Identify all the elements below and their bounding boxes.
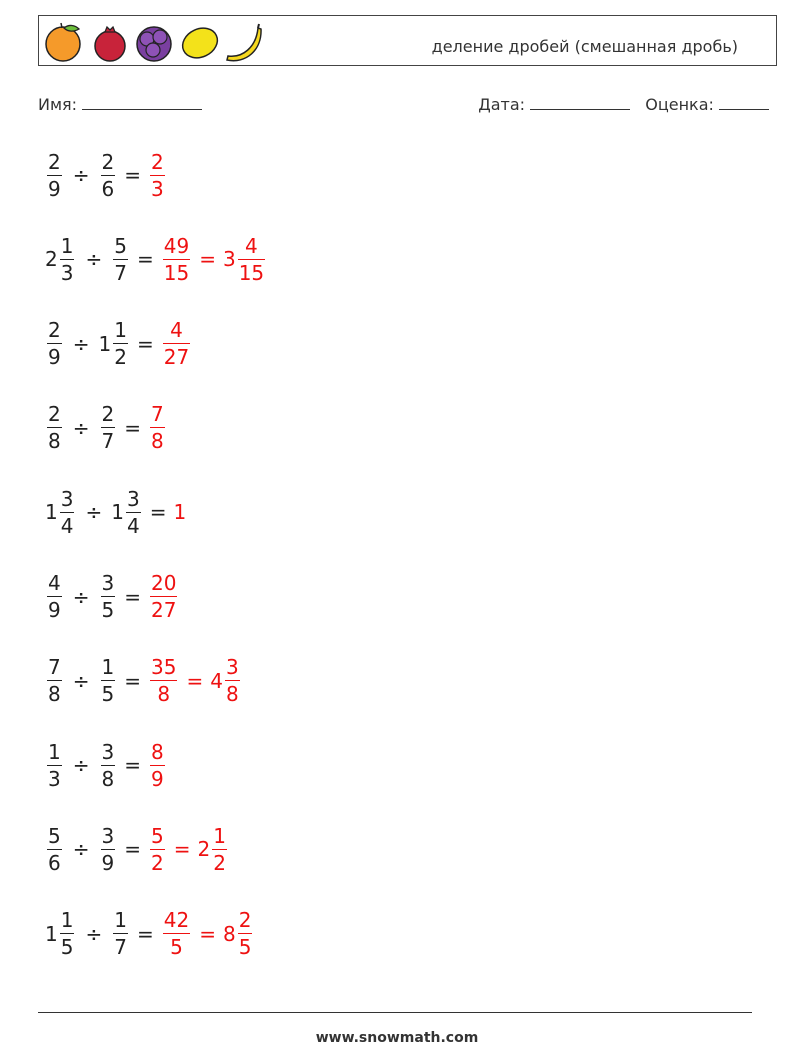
divisor-denominator: 5 [101, 682, 115, 707]
divisor-numerator: 3 [101, 823, 115, 848]
answer-improper-numerator: 20 [151, 571, 177, 595]
name-blank[interactable] [82, 95, 202, 110]
answer-improper-denominator: 27 [163, 345, 190, 370]
answer-improper-denominator: 2 [151, 850, 164, 875]
answer-improper-denominator: 27 [151, 598, 177, 622]
answer [148, 739, 167, 792]
answer-mixed-number [210, 654, 241, 707]
dividend-fraction [47, 149, 62, 202]
divisor-number [99, 401, 118, 454]
divisor-denominator: 7 [114, 260, 127, 285]
answer [148, 654, 242, 707]
answer-improper-fraction [163, 907, 190, 960]
equals-sign: = [124, 415, 141, 440]
answer-improper-number [173, 500, 186, 524]
answer-improper-number [148, 570, 179, 623]
answer-improper-denominator: 9 [151, 766, 164, 791]
answer [173, 500, 186, 524]
banana-icon [222, 20, 266, 64]
answer-improper-numerator: 49 [163, 233, 190, 258]
answer-mixed-fraction [238, 907, 253, 960]
dividend-numerator: 2 [48, 402, 61, 427]
divisor-numerator: 1 [114, 318, 127, 343]
dividend-whole: 2 [45, 247, 58, 272]
dividend-numerator: 7 [48, 655, 61, 680]
answer-mixed-fraction [225, 654, 240, 707]
divide-sign: ÷ [85, 921, 103, 946]
divisor-denominator: 7 [101, 429, 115, 454]
worksheet-title: деление дробей (смешанная дробь) [431, 37, 738, 56]
divisor-numerator: 1 [114, 908, 127, 933]
answer-mixed-numerator: 1 [213, 823, 226, 848]
divide-sign: ÷ [85, 247, 103, 272]
divisor-numerator: 2 [101, 402, 115, 427]
answer-mixed-number [223, 233, 267, 286]
dividend-number [45, 739, 64, 792]
answer-improper-numerator: 2 [151, 149, 164, 174]
answer-mixed-numerator: 3 [225, 655, 239, 680]
answer-mixed-fraction [212, 823, 227, 876]
dividend-denominator: 8 [48, 682, 61, 707]
divide-sign: ÷ [72, 415, 90, 440]
answer-mixed-numerator: 4 [245, 233, 258, 258]
answer-improper-fraction [163, 233, 190, 286]
answer [148, 401, 167, 454]
divisor-fraction [113, 233, 128, 286]
answer-mixed-whole: 4 [210, 668, 223, 693]
divisor-number [99, 149, 118, 202]
equals-sign: = [124, 837, 141, 862]
dividend-number [45, 233, 76, 286]
answer-improper-numerator: 8 [151, 739, 164, 764]
orange-icon [42, 20, 86, 64]
problem-row [45, 904, 254, 964]
divisor-fraction [101, 570, 116, 623]
answer-improper-whole: 1 [173, 500, 187, 525]
answer [161, 233, 267, 286]
answer-improper-fraction [150, 570, 177, 623]
answer-mixed-denominator: 8 [225, 682, 239, 707]
answer-mixed-denominator: 5 [238, 935, 252, 960]
dividend-numerator: 3 [60, 486, 74, 511]
divisor-denominator: 2 [114, 345, 127, 370]
answer-improper-denominator: 5 [170, 935, 183, 960]
answer-improper-fraction [150, 149, 165, 202]
divisor-number [99, 570, 118, 623]
name-field [38, 95, 202, 114]
divisor-fraction [113, 907, 128, 960]
equals-sign: = [136, 331, 154, 356]
name-label: Имя: [38, 95, 78, 114]
answer-mixed-whole: 8 [222, 921, 236, 946]
date-blank[interactable] [530, 95, 630, 110]
answer-improper-fraction [150, 823, 165, 876]
dividend-number [45, 317, 64, 370]
equals-sign: = [124, 163, 141, 187]
answer-equals-sign: = [186, 668, 204, 693]
answer [148, 570, 179, 623]
answer-mixed-whole: 2 [197, 837, 211, 862]
divisor-fraction [101, 823, 116, 876]
date-label: Дата: [478, 95, 526, 114]
divide-sign: ÷ [72, 668, 90, 693]
dividend-numerator: 4 [48, 571, 61, 595]
answer [161, 317, 192, 370]
answer-improper-denominator: 3 [151, 176, 164, 201]
answer-improper-number [161, 233, 192, 286]
dividend-numerator: 5 [48, 823, 61, 848]
dividend-denominator: 5 [60, 935, 74, 960]
dividend-number [45, 907, 76, 960]
answer-improper-number [148, 823, 167, 876]
divisor-number [111, 486, 142, 539]
grade-blank[interactable] [719, 95, 769, 110]
dividend-fraction [47, 739, 62, 792]
divisor-denominator: 7 [114, 935, 127, 960]
divide-sign: ÷ [72, 331, 90, 356]
equals-sign: = [136, 247, 154, 272]
equals-sign: = [149, 500, 167, 525]
divisor-number [99, 739, 118, 792]
dividend-fraction [47, 317, 62, 370]
answer-mixed-number [198, 823, 229, 876]
answer-improper-fraction [150, 401, 165, 454]
dividend-denominator: 6 [48, 850, 61, 875]
dividend-number [45, 823, 64, 876]
dividend-numerator: 1 [48, 739, 61, 764]
divisor-denominator: 6 [101, 176, 115, 201]
worksheet-header [38, 15, 777, 66]
divisor-numerator: 1 [101, 655, 115, 680]
answer-improper-number [161, 907, 192, 960]
dividend-denominator: 9 [48, 176, 61, 201]
answer-equals-sign: = [199, 921, 216, 946]
equals-sign: = [124, 668, 141, 693]
divisor-fraction [101, 401, 116, 454]
divisor-number [111, 907, 130, 960]
dividend-fraction [47, 570, 62, 623]
date-grade-fields [478, 95, 769, 114]
answer-improper-fraction [150, 654, 177, 707]
dividend-numerator: 1 [60, 233, 74, 258]
dividend-number [45, 570, 64, 623]
dividend-numerator: 2 [48, 318, 61, 343]
dividend-denominator: 3 [60, 260, 74, 285]
divisor-fraction [101, 739, 116, 792]
answer-mixed-denominator: 2 [213, 850, 226, 875]
divisor-denominator: 8 [101, 766, 115, 791]
problem-row [45, 735, 167, 795]
dividend-fraction [60, 486, 75, 539]
dividend-whole: 1 [45, 921, 58, 946]
dividend-number [45, 401, 64, 454]
footer-divider [38, 1012, 752, 1013]
divide-sign: ÷ [85, 500, 103, 525]
dividend-numerator: 1 [60, 908, 74, 933]
divide-sign: ÷ [72, 584, 90, 609]
lemon-icon [178, 20, 222, 64]
problem-row [45, 314, 192, 374]
footer-url: www.snowmath.com [315, 1030, 479, 1046]
answer-improper-numerator: 42 [163, 908, 190, 933]
divisor-whole: 1 [111, 500, 124, 525]
dividend-denominator: 3 [48, 766, 61, 791]
answer [148, 149, 167, 202]
dividend-number [45, 149, 64, 202]
answer-improper-numerator: 7 [151, 402, 164, 427]
divisor-whole: 1 [98, 331, 112, 356]
dividend-fraction [60, 233, 75, 286]
answer-improper-denominator: 8 [151, 429, 164, 454]
answer-improper-numerator: 5 [151, 823, 164, 848]
divisor-number [99, 317, 130, 370]
answer-improper-denominator: 15 [163, 260, 190, 285]
divisor-numerator: 3 [101, 739, 115, 764]
answer-improper-number [148, 739, 167, 792]
answer-improper-number [148, 401, 167, 454]
problem-row [45, 398, 167, 458]
divisor-numerator: 5 [114, 233, 127, 258]
dividend-denominator: 8 [48, 429, 61, 454]
divisor-fraction [126, 486, 141, 539]
divisor-fraction [113, 317, 128, 370]
answer-improper-fraction [163, 317, 190, 370]
answer-equals-sign: = [173, 837, 191, 862]
divisor-numerator: 3 [101, 571, 115, 595]
plum-icon [132, 20, 176, 64]
problem-row [45, 651, 242, 711]
divisor-denominator: 9 [101, 850, 115, 875]
dividend-number [45, 486, 76, 539]
answer-improper-numerator: 4 [170, 318, 183, 343]
dividend-fraction [47, 654, 62, 707]
divisor-number [99, 654, 118, 707]
answer [161, 907, 255, 960]
divisor-numerator: 3 [126, 486, 140, 511]
dividend-denominator: 9 [48, 345, 61, 370]
divisor-number [99, 823, 118, 876]
divisor-number [111, 233, 130, 286]
answer-mixed-denominator: 15 [238, 260, 265, 285]
problem-row [45, 229, 267, 289]
divide-sign: ÷ [72, 837, 90, 862]
equals-sign: = [136, 921, 154, 946]
answer-improper-number [161, 317, 192, 370]
answer-mixed-fraction [238, 233, 265, 286]
answer-improper-number [148, 654, 179, 707]
equals-sign: = [124, 584, 141, 609]
pomegranate-icon [88, 20, 132, 64]
dividend-denominator: 9 [48, 598, 61, 622]
dividend-fraction [47, 401, 62, 454]
divide-sign: ÷ [72, 753, 90, 778]
answer-improper-fraction [150, 739, 165, 792]
answer-improper-number [148, 149, 167, 202]
problem-row [45, 819, 229, 879]
answer-equals-sign: = [199, 247, 216, 272]
divisor-denominator: 4 [126, 513, 140, 538]
divisor-denominator: 5 [101, 598, 115, 622]
divisor-fraction [101, 149, 116, 202]
dividend-denominator: 4 [60, 513, 74, 538]
answer-improper-denominator: 8 [157, 682, 171, 707]
grade-label: Оценка: [645, 95, 714, 114]
answer-mixed-whole: 3 [222, 247, 236, 272]
problem-row [45, 482, 186, 542]
equals-sign: = [124, 753, 141, 778]
answer-mixed-number [223, 907, 254, 960]
problem-row [45, 145, 167, 205]
dividend-whole: 1 [45, 500, 58, 525]
divisor-numerator: 2 [101, 149, 115, 174]
dividend-fraction [47, 823, 62, 876]
problem-row [45, 567, 179, 627]
dividend-numerator: 2 [48, 149, 61, 174]
answer [148, 823, 229, 876]
answer-improper-numerator: 35 [151, 655, 177, 680]
divide-sign: ÷ [72, 163, 90, 187]
dividend-number [45, 654, 64, 707]
answer-mixed-numerator: 2 [238, 908, 252, 933]
dividend-fraction [60, 907, 75, 960]
divisor-fraction [101, 654, 116, 707]
